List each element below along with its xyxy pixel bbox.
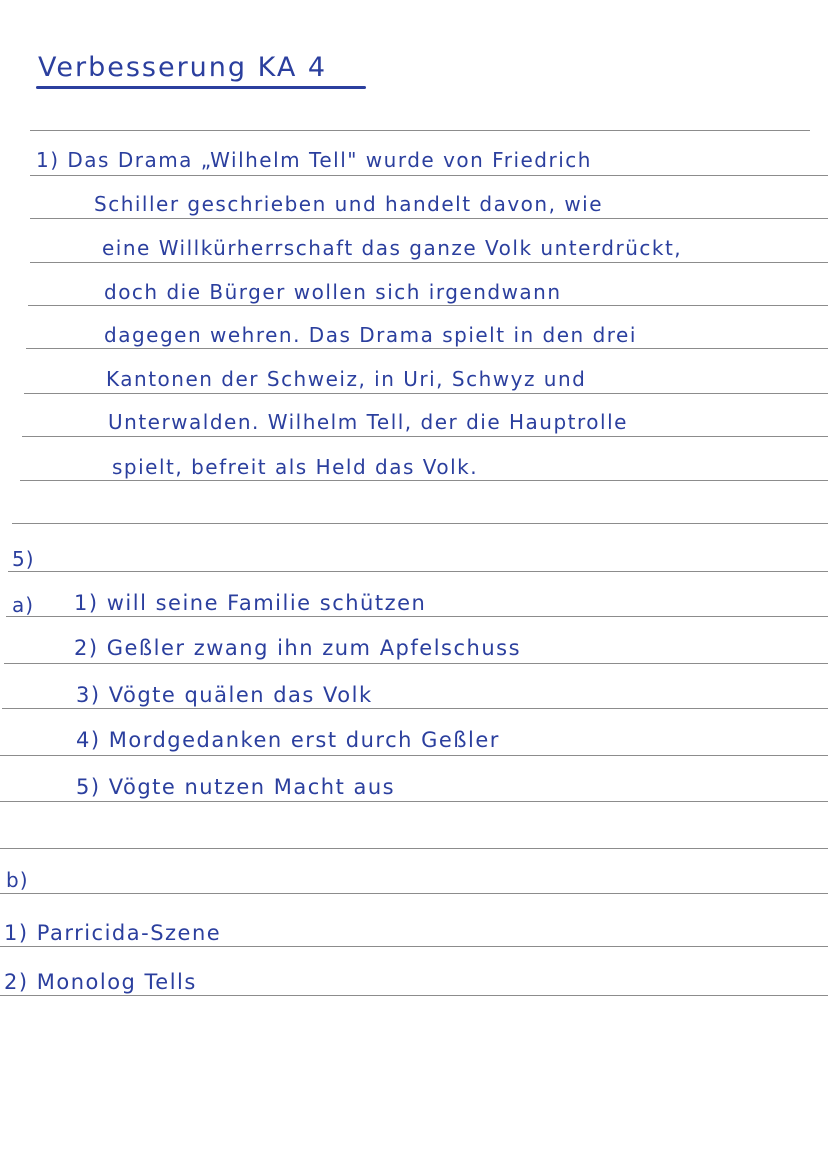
- ruled-line: [22, 436, 828, 437]
- task1-line: dagegen wehren. Das Drama spielt in den drei: [104, 323, 637, 347]
- ruled-line: [6, 616, 828, 617]
- ruled-line: [20, 480, 828, 481]
- page-title: Verbesserung KA 4: [38, 52, 328, 83]
- task5b-label: b): [6, 868, 29, 892]
- task5a-item: 1) will seine Familie schützen: [74, 591, 427, 615]
- ruled-line: [30, 262, 828, 263]
- task5a-label: a): [12, 593, 35, 617]
- task1-line: Schiller geschrieben und handelt davon, wie: [94, 192, 604, 216]
- ruled-line: [0, 755, 828, 756]
- ruled-line: [0, 893, 828, 894]
- ruled-line: [0, 801, 828, 802]
- task5a-item: 2) Geßler zwang ihn zum Apfelschuss: [74, 636, 522, 660]
- task1-line: doch die Bürger wollen sich irgendwann: [104, 280, 562, 304]
- task1-line: 1) Das Drama „Wilhelm Tell" wurde von Friedrich: [36, 148, 592, 172]
- task1-line: spielt, befreit als Held das Volk.: [112, 455, 479, 479]
- ruled-line: [0, 995, 828, 996]
- ruled-line: [4, 663, 828, 664]
- title-underline: [36, 86, 366, 89]
- ruled-line: [26, 348, 828, 349]
- task5a-item: 4) Mordgedanken erst durch Geßler: [76, 728, 500, 752]
- ruled-line: [30, 130, 810, 131]
- ruled-line: [0, 946, 828, 947]
- task1-line: Kantonen der Schweiz, in Uri, Schwyz und: [106, 367, 587, 391]
- ruled-line: [2, 708, 828, 709]
- ruled-line: [30, 218, 828, 219]
- task5b-item: 1) Parricida-Szene: [4, 921, 222, 945]
- task5-number: 5): [12, 547, 35, 571]
- ruled-line: [24, 393, 828, 394]
- ruled-line: [0, 848, 828, 849]
- ruled-line: [12, 523, 828, 524]
- ruled-line: [8, 571, 828, 572]
- ruled-line: [28, 305, 828, 306]
- task1-line: Unterwalden. Wilhelm Tell, der die Hauptrolle: [108, 410, 628, 434]
- ruled-line: [30, 175, 828, 176]
- task5a-item: 5) Vögte nutzen Macht aus: [76, 775, 396, 799]
- task1-line: eine Willkürherrschaft das ganze Volk unterdrückt,: [102, 236, 683, 260]
- task5b-item: 2) Monolog Tells: [4, 970, 197, 994]
- task5a-item: 3) Vögte quälen das Volk: [76, 683, 373, 707]
